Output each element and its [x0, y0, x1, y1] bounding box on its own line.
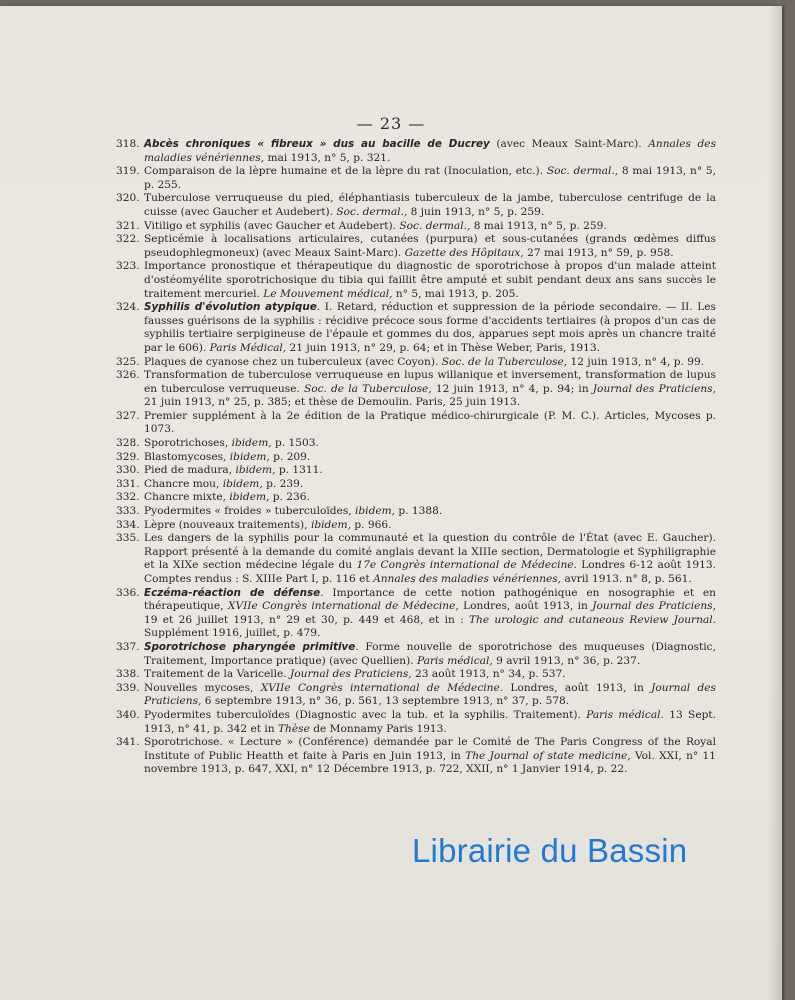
entry-text [144, 519, 716, 533]
entry-segment: Londres, août 1913, in [458, 600, 593, 613]
bibliography-entry [116, 491, 716, 505]
entry-title: Sporotrichose pharyngée primitive [144, 640, 356, 653]
entry-segment: Blastomycoses, [144, 450, 230, 463]
entry-text [144, 668, 716, 682]
entry-segment: Plaques de cyanose chez un tuberculeux (avec Coyon). [144, 355, 442, 368]
bibliography-entry [116, 233, 716, 260]
entry-text [144, 410, 716, 437]
entry-number: 326. [116, 369, 140, 382]
entry-segment: avril 1913. n° 8, p. 561. [561, 573, 692, 585]
bibliography-entry [116, 369, 716, 410]
entry-citation: ibidem, [231, 437, 272, 450]
entry-segment: p. 1503. [271, 437, 319, 450]
entry-text [144, 369, 716, 410]
entry-number: 340. [116, 708, 140, 721]
entry-title: Abcès chroniques « fibreux » dus au bacille de Ducrey [144, 138, 490, 150]
entry-citation: Paris médical. [586, 708, 664, 721]
entry-number: 335. [116, 532, 140, 545]
entry-text [144, 464, 716, 478]
bibliography-entry [116, 301, 716, 355]
entry-text [144, 491, 716, 505]
entry-citation: Soc. dermal., [546, 165, 619, 178]
entry-number: 325. [116, 355, 140, 368]
entry-citation: Thèse [277, 722, 310, 735]
entry-segment: 19 et 26 juillet 1913, n° 29 et 30, p. 449 et 468, et in : [144, 613, 469, 626]
entry-citation: ibidem, [229, 450, 270, 463]
entry-number: 341. [116, 736, 140, 749]
entry-citation: XVIIe Congrès international de Médecine, [227, 600, 459, 613]
entry-citation: ibidem, [229, 491, 270, 504]
entry-number: 323. [116, 260, 140, 273]
entry-text [144, 736, 716, 777]
entry-citation: Paris médical, [417, 654, 493, 667]
bibliography-entry [116, 410, 716, 437]
entry-citation: Gazette des Hôpitaux, [404, 246, 524, 259]
entry-segment: 8 juin 1913, n° 5, p. 259. [407, 205, 545, 218]
entry-segment: Comparaison de la lèpre humaine et de la lèpre du rat (Inoculation, etc.). [144, 165, 547, 178]
bibliography-entry [116, 478, 716, 492]
entry-text [144, 165, 716, 192]
entry-text [144, 301, 716, 355]
entry-title: Eczéma-réaction de défense [144, 586, 321, 599]
entry-number: 319. [116, 165, 140, 178]
entry-segment: de Monnamy Paris 1913. [309, 722, 447, 735]
entry-citation: Soc. dermal., [399, 219, 471, 232]
entry-text [144, 505, 716, 519]
entry-segment: Londres, août 1913, in [503, 681, 652, 694]
entry-text [144, 437, 716, 451]
entry-citation: Journal des Praticiens, [144, 681, 716, 708]
bibliography-entry [116, 437, 716, 451]
entry-citation: XVIIe Congrès international de Médecine. [260, 681, 504, 694]
entry-text [144, 682, 716, 709]
entry-number: 333. [116, 505, 140, 518]
bibliography-entry [116, 220, 716, 234]
entry-segment: Les dangers de la syphilis pour la communauté et la question du contrôle de l'État (avec E. Gaucher). Rapport présenté à la demande du comité anglais devant la XIIIe section, Dermatologie et Syphiligraphie et la XIXe section médecine légale du [144, 532, 716, 572]
entry-text [144, 532, 716, 586]
entry-segment: Londres 6-12 août 1913. Comptes rendus : S. XIIIe Part I, p. 116 et [144, 559, 716, 585]
entry-citation: The Journal of state medicine, [465, 749, 631, 762]
entry-text [144, 641, 716, 668]
entry-citation: Journal des Praticiens, [592, 600, 716, 613]
page-edge-shadow [768, 6, 782, 1000]
entry-number: 327. [116, 409, 140, 422]
entry-segment: Chancre mou, [144, 477, 223, 490]
entry-citation: ibidem, [355, 505, 396, 518]
entry-citation: Paris Médical, [209, 341, 287, 354]
bibliography-entry [116, 641, 716, 668]
entry-number: 339. [116, 681, 140, 694]
entry-citation: 17e Congrès international de Médecine. [356, 559, 577, 572]
entry-citation: ibidem, [310, 518, 351, 531]
entry-segment: p. 209. [269, 450, 311, 463]
entry-text [144, 356, 716, 370]
entry-text [144, 138, 716, 165]
entry-segment: (avec Meaux Saint-Marc). [489, 138, 649, 150]
entry-segment: . Importance de cette notion pathogénique en nosographie et en thérapeutique, [144, 586, 717, 613]
bibliography-entry [116, 165, 716, 192]
entry-text [144, 587, 716, 641]
entry-segment: Traitement de la Varicelle. [144, 668, 291, 681]
entry-segment: p. 1311. [275, 464, 323, 477]
entry-citation: ibidem, [235, 464, 276, 477]
entry-segment: Supplément 1916, juillet, p. 479. [144, 627, 321, 640]
entry-segment: 23 août 1913, n° 34, p. 537. [411, 668, 566, 681]
entry-text [144, 220, 716, 234]
entry-segment: Chancre mixte, [144, 491, 230, 504]
entry-segment: Pied de madura, [144, 464, 236, 477]
entry-segment: mai 1913, n° 5, p. 321. [264, 151, 391, 164]
bibliography-entry [116, 192, 716, 219]
entry-segment: n° 5, mai 1913, p. 205. [392, 287, 519, 300]
bibliography-entry [116, 668, 716, 682]
entry-segment: 27 mai 1913, n° 59, p. 958. [523, 246, 674, 259]
bibliography-entry [116, 138, 716, 165]
entry-number: 320. [116, 192, 140, 205]
entry-text [144, 451, 716, 465]
entry-segment: Lèpre (nouveaux traitements), [144, 518, 311, 531]
entry-text [144, 478, 716, 492]
entry-text [144, 192, 716, 219]
page-number: — 23 — [356, 114, 426, 133]
bookseller-watermark: Librairie du Bassin [412, 832, 688, 869]
entry-number: 329. [116, 450, 140, 463]
entry-number: 321. [116, 219, 140, 232]
entry-number: 336. [116, 586, 140, 599]
entry-citation: Le Mouvement médical, [263, 287, 393, 300]
entry-citation: Annales des maladies vénériennes, [144, 138, 717, 164]
entry-segment: 12 juin 1913, n° 4, p. 94; in [431, 382, 593, 395]
entry-segment: 6 septembre 1913, n° 36, p. 561, 13 septembre 1913, n° 37, p. 578. [201, 695, 570, 708]
bibliography-entry [116, 736, 716, 777]
bibliography-entry [116, 682, 716, 709]
entry-segment: p. 236. [269, 491, 310, 504]
entry-number: 337. [116, 640, 140, 653]
entry-number: 322. [116, 233, 140, 246]
entry-number: 328. [116, 437, 140, 450]
entry-text [144, 709, 716, 736]
entry-segment: Importance pronostique et thérapeutique du diagnostic de sporotrichose à propos d'un malade atteint d'ostéomyélite sporotrichosique du tibia qui faillit être amputé et subit pendant deux ans sans succès le traitement mercuriel. [144, 260, 716, 300]
entry-text [144, 260, 716, 301]
entry-text [144, 233, 716, 260]
entry-segment: 21 juin 1913, n° 25, p. 385; et thèse de Demoulin. Paris, 25 juin 1913. [144, 396, 521, 409]
entry-citation: Soc. de la Tuberculose, [441, 355, 568, 368]
entry-segment: 21 juin 1913, n° 29, p. 64; et in Thèse Weber, Paris, 1913. [286, 341, 601, 354]
bibliography-entry [116, 587, 716, 641]
bibliography-entry [116, 505, 716, 519]
entry-segment: Septicémie à localisations articulaires, cutanées (purpura) et sous-cutanées (grands œdèmes diffus pseudophlegmoneux) (avec Meaux Saint-Marc). [144, 233, 716, 259]
bibliography-list [116, 138, 716, 777]
entry-segment: Vol. XXI, n° 11 novembre 1913, p. 647, XXI, n° 12 Décembre 1913, p. 722, XXII, n° 1 Janvier 1914, p. 22. [144, 749, 716, 776]
entry-number: 334. [116, 518, 140, 531]
entry-citation: Annales des maladies vénériennes, [373, 573, 562, 585]
bibliography-entry [116, 519, 716, 533]
bibliography-entry [116, 709, 716, 736]
entry-segment: 8 mai 1913, n° 5, p. 255. [144, 165, 716, 191]
entry-citation: Soc. dermal., [336, 205, 408, 218]
entry-citation: The urologic and cutaneous Review Journal. [468, 613, 716, 626]
entry-segment: Transformation de tuberculose verruqueuse en lupus willanique et inversement, transformation de lupus en tuberculose verruqueuse. [144, 369, 716, 395]
entry-citation: Journal des Praticiens, [592, 382, 716, 395]
entry-segment: Sporotrichoses, [144, 437, 232, 450]
entry-segment: Nouvelles mycoses, [144, 681, 261, 694]
bibliography-entry [116, 451, 716, 465]
entry-citation: Journal des Praticiens, [290, 668, 412, 681]
bibliography-entry [116, 532, 716, 586]
bibliography-entry [116, 260, 716, 301]
entry-segment: p. 239. [262, 477, 304, 490]
entry-number: 318. [116, 138, 140, 150]
entry-segment: Sporotrichose. « Lecture » (Conférence) demandée par le Comité de The Paris Congress of the Royal Institute of Public Heatth et faite à Paris en Juin 1913, in [144, 736, 716, 762]
entry-segment: Premier supplément à la 2e édition de la Pratique médico-chirurgicale (P. M. C.). Articles, Mycoses p. 1073. [144, 409, 716, 436]
entry-number: 330. [116, 464, 140, 477]
entry-number: 324. [116, 301, 140, 314]
entry-segment: p. 1388. [395, 505, 443, 518]
entry-segment: Tuberculose verruqueuse du pied, éléphantiasis tuberculeux de la jambe, tuberculose centrifuge de la cuisse (avec Gaucher et Audebert). [144, 192, 716, 218]
entry-segment: Pyodermites « froides » tuberculoïdes, [144, 505, 356, 518]
entry-segment: 12 juin 1913, n° 4, p. 99. [567, 355, 705, 368]
entry-segment: Pyodermites tuberculoïdes (Diagnostic avec la tub. et la syphilis. Traitement). [144, 708, 587, 721]
entry-number: 332. [116, 491, 140, 504]
entry-segment: 8 mai 1913, n° 5, p. 259. [470, 219, 607, 232]
entry-segment: p. 966. [350, 518, 392, 531]
bibliography-entry [116, 356, 716, 370]
entry-number: 331. [116, 477, 140, 490]
entry-citation: Soc. de la Tuberculose, [303, 382, 432, 395]
entry-segment: . I. Retard, réduction et suppression de la période secondaire. — II. Les fausses guérisons de la syphilis : récidive précoce sous forme d'accidents tertiaires (à propos d'un cas de syphilis tertiaire serpigineuse de l'épaule et gommes du dos, apparues sept mois après un chancre traité par le 606). [144, 301, 716, 354]
entry-citation: ibidem, [222, 477, 263, 490]
entry-segment: 13 Sept. 1913, n° 41, p. 342 et in [144, 708, 716, 735]
bibliography-entry [116, 464, 716, 478]
entry-segment: . Forme nouvelle de sporotrichose des muqueuses (Diagnostic, Traitement, Importance pratique) (avec Quellien). [144, 640, 716, 667]
entry-title: Syphilis d'évolution atypique [144, 301, 317, 314]
entry-segment: Vitiligo et syphilis (avec Gaucher et Audebert). [144, 219, 400, 232]
entry-number: 338. [116, 668, 140, 681]
entry-segment: 9 avril 1913, n° 36, p. 237. [492, 654, 641, 667]
